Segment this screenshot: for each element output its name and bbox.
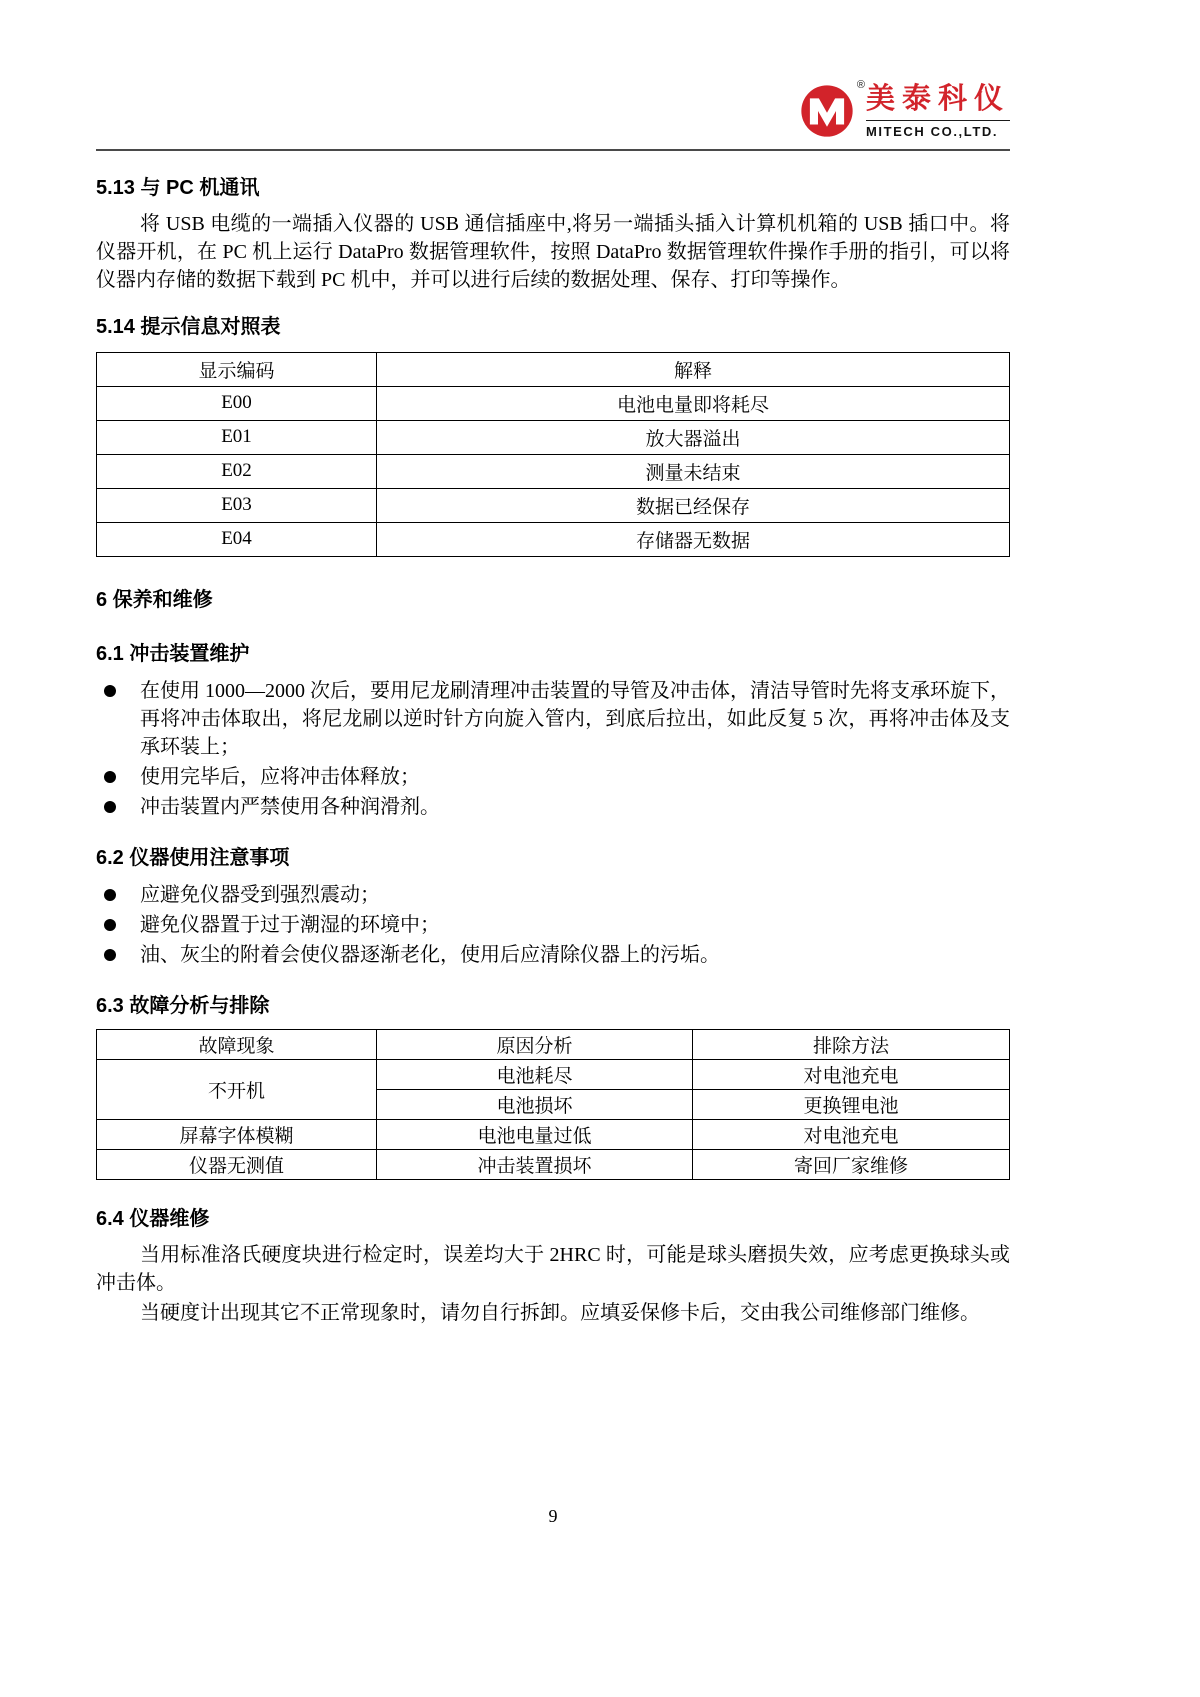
company-logo xyxy=(800,79,1010,139)
meaning-cell: 存储器无数据 xyxy=(377,522,1010,556)
code-cell: E00 xyxy=(97,386,377,420)
table-header-row xyxy=(97,1029,1010,1059)
table-row xyxy=(97,454,1010,488)
list-item xyxy=(96,763,1010,791)
bullet-icon xyxy=(104,949,116,961)
bullet-icon xyxy=(104,685,116,697)
list-item-text: 油、灰尘的附着会使仪器逐渐老化，使用后应清除仪器上的污垢。 xyxy=(140,943,720,966)
table-row xyxy=(97,386,1010,420)
list-item xyxy=(96,881,1010,909)
meaning-cell: 测量未结束 xyxy=(377,454,1010,488)
section-64-paragraph-1: 当用标准洛氏硬度块进行检定时，误差均大于 2HRC 时，可能是球头磨损失效，应考虑更换球头或冲击体。 xyxy=(96,1243,1010,1294)
fault-analysis-table xyxy=(96,1029,1010,1180)
table-header-row xyxy=(97,352,1010,386)
table-row xyxy=(97,1149,1010,1179)
meaning-cell: 电池电量即将耗尽 xyxy=(377,386,1010,420)
col-header-cause: 原因分析 xyxy=(377,1029,693,1059)
code-cell: E03 xyxy=(97,488,377,522)
col-header-meaning: 解释 xyxy=(377,352,1010,386)
code-cell: E01 xyxy=(97,420,377,454)
fix-cell: 更换锂电池 xyxy=(693,1089,1010,1119)
table-row xyxy=(97,488,1010,522)
section-title-513: 5.13 与 PC 机通讯 xyxy=(96,176,260,199)
list-item-text: 冲击装置内严禁使用各种润滑剂。 xyxy=(140,795,440,818)
section-title-64: 6.4 仪器维修 xyxy=(96,1207,210,1230)
list-item xyxy=(96,911,1010,939)
meaning-cell: 放大器溢出 xyxy=(377,420,1010,454)
code-cell: E04 xyxy=(97,522,377,556)
list-item xyxy=(96,677,1010,761)
cause-cell: 电池损坏 xyxy=(377,1089,693,1119)
logo-text-block xyxy=(866,84,1010,139)
page-number: 9 xyxy=(548,1506,558,1526)
bullet-icon xyxy=(104,801,116,813)
usage-precaution-list xyxy=(96,881,1010,969)
table-row xyxy=(97,1059,1010,1089)
list-item-text: 使用完毕后，应将冲击体释放； xyxy=(140,765,420,788)
symptom-cell: 屏幕字体模糊 xyxy=(97,1119,377,1149)
col-header-code: 显示编码 xyxy=(97,352,377,386)
registered-mark-icon: ® xyxy=(856,79,865,92)
section-64-paragraph-2: 当硬度计出现其它不正常现象时，请勿自行拆卸。应填妥保修卡后，交由我公司维修部门维修。 xyxy=(140,1301,980,1324)
section-title-62: 6.2 仪器使用注意事项 xyxy=(96,846,290,869)
message-code-table xyxy=(96,352,1010,557)
meaning-cell: 数据已经保存 xyxy=(377,488,1010,522)
header-divider xyxy=(96,149,1010,151)
symptom-cell: 不开机 xyxy=(97,1059,377,1119)
section-title-61: 6.1 冲击装置维护 xyxy=(96,642,250,665)
impact-device-maintenance-list xyxy=(96,677,1010,821)
cause-cell: 冲击装置损坏 xyxy=(377,1149,693,1179)
list-item xyxy=(96,941,1010,969)
table-row xyxy=(97,1119,1010,1149)
fix-cell: 对电池充电 xyxy=(693,1059,1010,1089)
code-cell: E02 xyxy=(97,454,377,488)
company-name: MITECH CO.,LTD. xyxy=(866,120,1010,139)
section-title-63: 6.3 故障分析与排除 xyxy=(96,994,270,1017)
section-513-paragraph: 将 USB 电缆的一端插入仪器的 USB 通信插座中,将另一端插头插入计算机机箱的 USB 插口中。将仪器开机，在 PC 机上运行 DataPro 数据管理软件，按照 DataPro 数据管理软件操作手册的指引，可以将仪器内存储的数据下载到 PC 机中，并可以进行后续的数据处理、保存、打印等操作。 xyxy=(96,212,1010,291)
list-item xyxy=(96,793,1010,821)
cause-cell: 电池电量过低 xyxy=(377,1119,693,1149)
mitech-logo-icon xyxy=(800,79,865,138)
bullet-icon xyxy=(104,889,116,901)
table-row xyxy=(97,420,1010,454)
list-item-text: 在使用 1000—2000 次后，要用尼龙刷清理冲击装置的导管及冲击体，清洁导管时先将支承环旋下，再将冲击体取出，将尼龙刷以逆时针方向旋入管内，到底后拉出，如此反复 5 次，再将冲击体及支承环装上； xyxy=(140,679,1010,758)
cause-cell: 电池耗尽 xyxy=(377,1059,693,1089)
list-item-text: 应避免仪器受到强烈震动； xyxy=(140,883,380,906)
table-row xyxy=(97,522,1010,556)
symptom-cell: 仪器无测值 xyxy=(97,1149,377,1179)
bullet-icon xyxy=(104,919,116,931)
fix-cell: 对电池充电 xyxy=(693,1119,1010,1149)
fix-cell: 寄回厂家维修 xyxy=(693,1149,1010,1179)
brand-name: 美泰科仪 xyxy=(865,83,1010,115)
section-title-6: 6 保养和维修 xyxy=(96,588,213,611)
section-title-514: 5.14 提示信息对照表 xyxy=(96,315,281,338)
page-header xyxy=(96,0,1010,139)
list-item-text: 避免仪器置于过于潮湿的环境中； xyxy=(140,913,440,936)
col-header-fix: 排除方法 xyxy=(693,1029,1010,1059)
col-header-symptom: 故障现象 xyxy=(97,1029,377,1059)
bullet-icon xyxy=(104,771,116,783)
